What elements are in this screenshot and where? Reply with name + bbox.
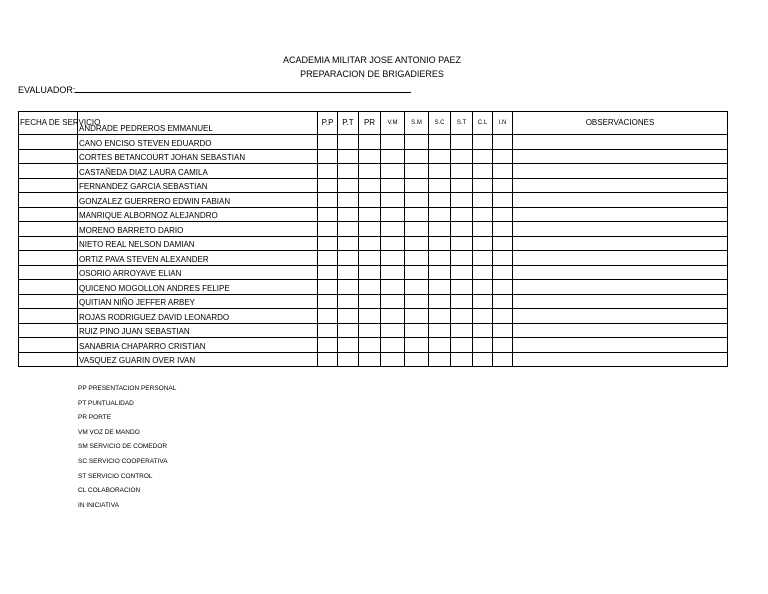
fecha-cell	[19, 222, 78, 237]
score-cell	[359, 222, 381, 237]
table-row	[19, 323, 728, 338]
score-cell	[429, 222, 451, 237]
observaciones-cell	[513, 149, 728, 164]
score-cell	[338, 222, 359, 237]
score-cell	[429, 352, 451, 367]
table-row	[19, 178, 728, 193]
score-cell	[381, 294, 405, 309]
score-cell	[338, 323, 359, 338]
fecha-cell	[19, 352, 78, 367]
table-row	[19, 338, 728, 353]
score-cell	[473, 178, 493, 193]
score-cell	[493, 323, 513, 338]
score-cell	[451, 207, 473, 222]
fecha-cell	[19, 149, 78, 164]
score-cell	[493, 178, 513, 193]
student-name: OSORIO ARROYAVE ELIAN	[78, 265, 318, 280]
score-cell	[318, 164, 338, 179]
observaciones-cell	[513, 309, 728, 324]
fecha-cell	[19, 135, 78, 150]
score-cell	[429, 294, 451, 309]
observaciones-cell	[513, 207, 728, 222]
score-cell	[405, 265, 429, 280]
score-cell	[493, 265, 513, 280]
score-cell	[318, 251, 338, 266]
score-cell	[359, 309, 381, 324]
fecha-cell	[19, 323, 78, 338]
score-cell	[318, 265, 338, 280]
score-cell	[338, 309, 359, 324]
table-row	[19, 193, 728, 208]
score-cell	[359, 338, 381, 353]
score-cell	[405, 323, 429, 338]
score-cell	[451, 135, 473, 150]
document-subtitle: PREPARACION DE BRIGADIERES	[300, 69, 444, 79]
score-cell	[473, 294, 493, 309]
score-cell	[405, 309, 429, 324]
fecha-cell	[19, 236, 78, 251]
fecha-cell	[19, 265, 78, 280]
score-cell	[338, 193, 359, 208]
column-header: P.T	[338, 112, 359, 135]
score-cell	[405, 236, 429, 251]
observaciones-cell	[513, 222, 728, 237]
legend	[78, 384, 176, 515]
column-header: V.M	[381, 112, 405, 135]
score-cell	[473, 280, 493, 295]
observaciones-cell	[513, 251, 728, 266]
student-name: MANRIQUE ALBORNOZ ALEJANDRO	[78, 207, 318, 222]
score-cell	[338, 149, 359, 164]
score-cell	[359, 236, 381, 251]
score-cell	[429, 309, 451, 324]
score-cell	[493, 207, 513, 222]
table-row	[19, 236, 728, 251]
student-name: MORENO BARRETO DARIO	[78, 222, 318, 237]
evaluador-label: EVALUADOR:	[18, 85, 76, 95]
legend-item: SC SERVICIO COOPERATIVA	[78, 457, 168, 465]
column-header: S.C	[429, 112, 451, 135]
student-name: VASQUEZ GUARIN OVER IVAN	[78, 352, 318, 367]
score-cell	[429, 164, 451, 179]
evaluation-table	[18, 111, 728, 367]
score-cell	[405, 135, 429, 150]
score-cell	[338, 164, 359, 179]
legend-item: CL COLABORACION	[78, 487, 141, 495]
score-cell	[451, 265, 473, 280]
table-row	[19, 294, 728, 309]
score-cell	[405, 222, 429, 237]
score-cell	[429, 178, 451, 193]
evaluador-line	[75, 84, 411, 93]
observaciones-cell	[513, 164, 728, 179]
score-cell	[359, 280, 381, 295]
column-header: C.L	[473, 112, 493, 135]
observaciones-cell	[513, 193, 728, 208]
score-cell	[359, 149, 381, 164]
legend-item: PT PUNTUALIDAD	[78, 399, 134, 407]
score-cell	[381, 251, 405, 266]
score-cell	[473, 193, 493, 208]
student-name: CASTAÑEDA DIAZ LAURA CAMILA	[78, 164, 318, 179]
observaciones-cell	[513, 265, 728, 280]
table-row	[19, 280, 728, 295]
fecha-cell	[19, 178, 78, 193]
score-cell	[429, 149, 451, 164]
score-cell	[405, 294, 429, 309]
student-name: FERNANDEZ GARCIA SEBASTIAN	[78, 178, 318, 193]
column-header: PR	[359, 112, 381, 135]
score-cell	[381, 338, 405, 353]
score-cell	[493, 251, 513, 266]
score-cell	[359, 135, 381, 150]
score-cell	[338, 236, 359, 251]
fecha-cell	[19, 309, 78, 324]
legend-item: VM VOZ DE MANDO	[78, 428, 140, 436]
score-cell	[451, 193, 473, 208]
score-cell	[429, 207, 451, 222]
score-cell	[429, 280, 451, 295]
score-cell	[493, 135, 513, 150]
score-cell	[338, 178, 359, 193]
score-cell	[359, 294, 381, 309]
score-cell	[451, 280, 473, 295]
student-name: ANDRADE PEDREROS EMMANUEL	[78, 112, 318, 135]
score-cell	[405, 338, 429, 353]
legend-item: PP PRESENTACION PERSONAL	[78, 385, 177, 392]
score-cell	[318, 193, 338, 208]
score-cell	[473, 338, 493, 353]
score-cell	[405, 164, 429, 179]
score-cell	[359, 207, 381, 222]
score-cell	[338, 294, 359, 309]
student-name: CORTES BETANCOURT JOHAN SEBASTIAN	[78, 149, 318, 164]
score-cell	[405, 280, 429, 295]
score-cell	[493, 164, 513, 179]
score-cell	[451, 222, 473, 237]
table-row	[19, 265, 728, 280]
document-title: ACADEMIA MILITAR JOSE ANTONIO PAEZ	[282, 55, 462, 65]
score-cell	[318, 149, 338, 164]
score-cell	[451, 164, 473, 179]
observaciones-cell	[513, 280, 728, 295]
score-cell	[473, 352, 493, 367]
score-cell	[493, 193, 513, 208]
table-row	[19, 309, 728, 324]
score-cell	[318, 309, 338, 324]
score-cell	[405, 149, 429, 164]
score-cell	[338, 207, 359, 222]
table-row	[19, 251, 728, 266]
score-cell	[318, 236, 338, 251]
score-cell	[473, 207, 493, 222]
student-name: QUITIAN NIÑO JEFFER ARBEY	[78, 294, 318, 309]
observaciones-cell	[513, 352, 728, 367]
legend-item: ST SERVICIO CONTROL	[78, 472, 153, 480]
score-cell	[429, 323, 451, 338]
observaciones-cell	[513, 178, 728, 193]
score-cell	[318, 338, 338, 353]
observaciones-cell	[513, 236, 728, 251]
score-cell	[493, 222, 513, 237]
score-cell	[359, 265, 381, 280]
score-cell	[473, 309, 493, 324]
table-row	[19, 164, 728, 179]
score-cell	[338, 251, 359, 266]
score-cell	[473, 135, 493, 150]
score-cell	[429, 135, 451, 150]
score-cell	[493, 309, 513, 324]
student-name: CANO ENCISO STEVEN EDUARDO	[78, 135, 318, 150]
score-cell	[359, 164, 381, 179]
score-cell	[405, 178, 429, 193]
table-header-row	[19, 112, 728, 135]
score-cell	[405, 251, 429, 266]
score-cell	[405, 207, 429, 222]
student-name: ORTIZ PAVA STEVEN ALEXANDER	[78, 251, 318, 266]
score-cell	[493, 236, 513, 251]
score-cell	[381, 207, 405, 222]
fecha-cell	[19, 193, 78, 208]
score-cell	[381, 164, 405, 179]
score-cell	[381, 352, 405, 367]
score-cell	[429, 236, 451, 251]
score-cell	[451, 149, 473, 164]
table-row	[19, 207, 728, 222]
score-cell	[381, 309, 405, 324]
column-header: P.P	[318, 112, 338, 135]
observaciones-header: OBSERVACIONES	[513, 112, 728, 135]
score-cell	[359, 323, 381, 338]
score-cell	[338, 135, 359, 150]
score-cell	[359, 178, 381, 193]
student-name: RUIZ PINO JUAN SEBASTIAN	[78, 323, 318, 338]
student-name: GONZALEZ GUERRERO EDWIN FABIAN	[78, 193, 318, 208]
score-cell	[405, 193, 429, 208]
score-cell	[451, 178, 473, 193]
score-cell	[473, 149, 493, 164]
column-header: I.N	[493, 112, 513, 135]
score-cell	[359, 352, 381, 367]
evaluador-field	[18, 84, 411, 95]
legend-item: IN INICIATIVA	[78, 501, 119, 509]
score-cell	[473, 251, 493, 266]
student-name: ROJAS RODRIGUEZ DAVID LEONARDO	[78, 309, 318, 324]
legend-item: PR PORTE	[78, 414, 112, 422]
observaciones-cell	[513, 338, 728, 353]
score-cell	[381, 222, 405, 237]
column-header: S.M	[405, 112, 429, 135]
score-cell	[451, 236, 473, 251]
fecha-cell	[19, 294, 78, 309]
fecha-cell	[19, 280, 78, 295]
score-cell	[493, 294, 513, 309]
score-cell	[359, 193, 381, 208]
score-cell	[338, 280, 359, 295]
score-cell	[451, 294, 473, 309]
score-cell	[381, 135, 405, 150]
table-row	[19, 222, 728, 237]
fecha-header: FECHA DE SERVICIO	[19, 112, 78, 135]
fecha-cell	[19, 207, 78, 222]
observaciones-cell	[513, 135, 728, 150]
score-cell	[381, 236, 405, 251]
column-header: S.T	[451, 112, 473, 135]
score-cell	[451, 338, 473, 353]
score-cell	[381, 178, 405, 193]
score-cell	[473, 222, 493, 237]
score-cell	[381, 280, 405, 295]
score-cell	[338, 338, 359, 353]
score-cell	[318, 294, 338, 309]
score-cell	[493, 280, 513, 295]
student-name: QUICENO MOGOLLON ANDRES FELIPE	[78, 280, 318, 295]
score-cell	[451, 309, 473, 324]
score-cell	[493, 352, 513, 367]
score-cell	[318, 207, 338, 222]
score-cell	[381, 149, 405, 164]
observaciones-cell	[513, 323, 728, 338]
observaciones-cell	[513, 294, 728, 309]
score-cell	[429, 338, 451, 353]
score-cell	[405, 352, 429, 367]
student-name: SANABRIA CHAPARRO CRISTIAN	[78, 338, 318, 353]
fecha-cell	[19, 164, 78, 179]
score-cell	[451, 323, 473, 338]
score-cell	[493, 149, 513, 164]
table-row	[19, 352, 728, 367]
score-cell	[473, 236, 493, 251]
score-cell	[318, 352, 338, 367]
score-cell	[381, 193, 405, 208]
student-name: NIETO REAL NELSON DAMIAN	[78, 236, 318, 251]
score-cell	[338, 352, 359, 367]
table-row	[19, 149, 728, 164]
fecha-cell	[19, 251, 78, 266]
score-cell	[429, 193, 451, 208]
legend-item: SM SERVICIO DE COMEDOR	[78, 443, 168, 451]
score-cell	[493, 338, 513, 353]
score-cell	[338, 265, 359, 280]
score-cell	[359, 251, 381, 266]
score-cell	[473, 265, 493, 280]
score-cell	[473, 323, 493, 338]
score-cell	[318, 222, 338, 237]
score-cell	[318, 135, 338, 150]
score-cell	[318, 178, 338, 193]
score-cell	[318, 280, 338, 295]
score-cell	[381, 323, 405, 338]
score-cell	[381, 265, 405, 280]
fecha-cell	[19, 338, 78, 353]
score-cell	[451, 251, 473, 266]
score-cell	[473, 164, 493, 179]
table-row	[19, 135, 728, 150]
score-cell	[318, 323, 338, 338]
score-cell	[429, 251, 451, 266]
score-cell	[429, 265, 451, 280]
score-cell	[451, 352, 473, 367]
